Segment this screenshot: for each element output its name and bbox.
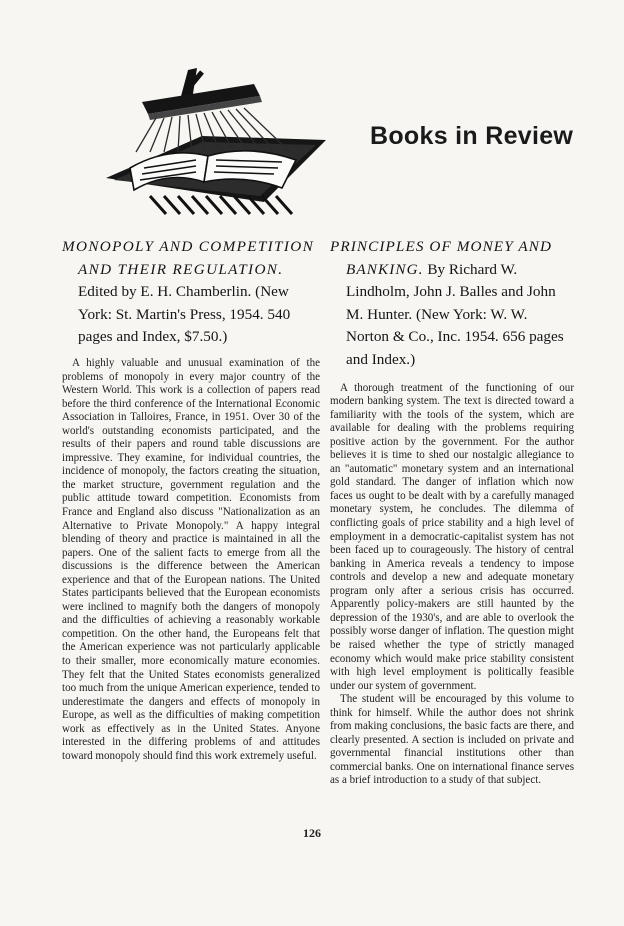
book-title: PRINCIPLES OF MONEY AND BANKING. [330,238,553,278]
review-principles-of-money-and-banking [330,236,574,788]
review-paragraph: A thorough treatment of the functioning of our modern banking system. The text is directed toward a familiarity with the tools of the system, which are available for dealing with the problems requiring positive action by the government. For the author believes it is time to shed our nostalgic allegiance to an "automatic" monetary system and an international gold standard. The danger of inflation which now faces us ought to be dealt with by a carefully managed monetary system, he concludes. The dilemma of conflicting goals of price stability and a high level of employment in a democratic-capitalist system has not been faced up to courageously. The history of central banking in America reveals a tendency to impose controls and develop a new and adequate monetary program only after a serious crisis has occurred. Apparently policy-makers are still haunted by the depression of the 1930's, and are able to overlook the possibly worse danger of inflation. The question might be raised whether the type of strictly managed economy which would make price stability consistent with high level employment is politically feasible under our system of government. [330,381,574,692]
book-citation: By Richard W. Lindholm, John J. Balles and John M. Hunter. (New York: W. W. Norton & Co., Inc. 1954. 656 pages and Index.) [346,260,564,368]
review-heading [62,236,320,349]
book-citation: Edited by E. H. Chamberlin. (New York: St. Martin's Press, 1954. 540 pages and Index, $7.50.) [78,283,291,346]
review-paragraph: A highly valuable and unusual examination of the problems of monopoly in every major country of the Western World. This work is a collection of papers read before the third conference of the International Economic Association in Talloires, France, in 1951. Over 30 of the world's outstanding economists participated, and the results of their papers and round table discussions are impressive. They examine, for individual countries, the incidence of monopoly, the factors creating the situation, the market structure, government regulation and the public attitude toward competition. Economists from France and England also discuss "Nationalization as an Alternative to Private Monopoly." A happy integral blending of theory and practice is maintained in all the papers. One of the salient facts to emerge from all the discussions is the difference between the American experience and that of the European nations. The United States participants believed that the European economists were inclined to magnify both the dangers of monopoly and the difficulties of achieving a reasonably workable competition. On the other hand, the Europeans felt that the American experience was not particularly applicable to their smaller, more economically mature economies. They felt that the United States economists generalized too much from the unique American experience, tended to underestimate the dangers and effects of monopoly in Europe, as well as the difficulties of making competition work as effectively as in the United States. Anyone interested in the differing problems of and attitudes toward monopoly should find this work extremely useful. [62,356,320,762]
review-body [62,357,320,763]
page-number: 126 [303,826,321,840]
lamp-over-open-book-icon [84,56,332,216]
review-body [330,382,574,788]
review-heading [330,236,574,372]
review-monopoly-and-competition [62,236,320,763]
review-paragraph: The student will be encouraged by this volume to think for himself. While the author does not shrink from making conclusions, the basic facts are there, and clearly presented. A section is included on private and governmental financial institutions other than commercial banks. One on international finance serves as a brief introduction to a study of that subject. [330,693,574,787]
section-title: Books in Review [370,122,574,150]
book-title: MONOPOLY AND COMPETITION AND THEIR REGULATION. [62,238,315,278]
